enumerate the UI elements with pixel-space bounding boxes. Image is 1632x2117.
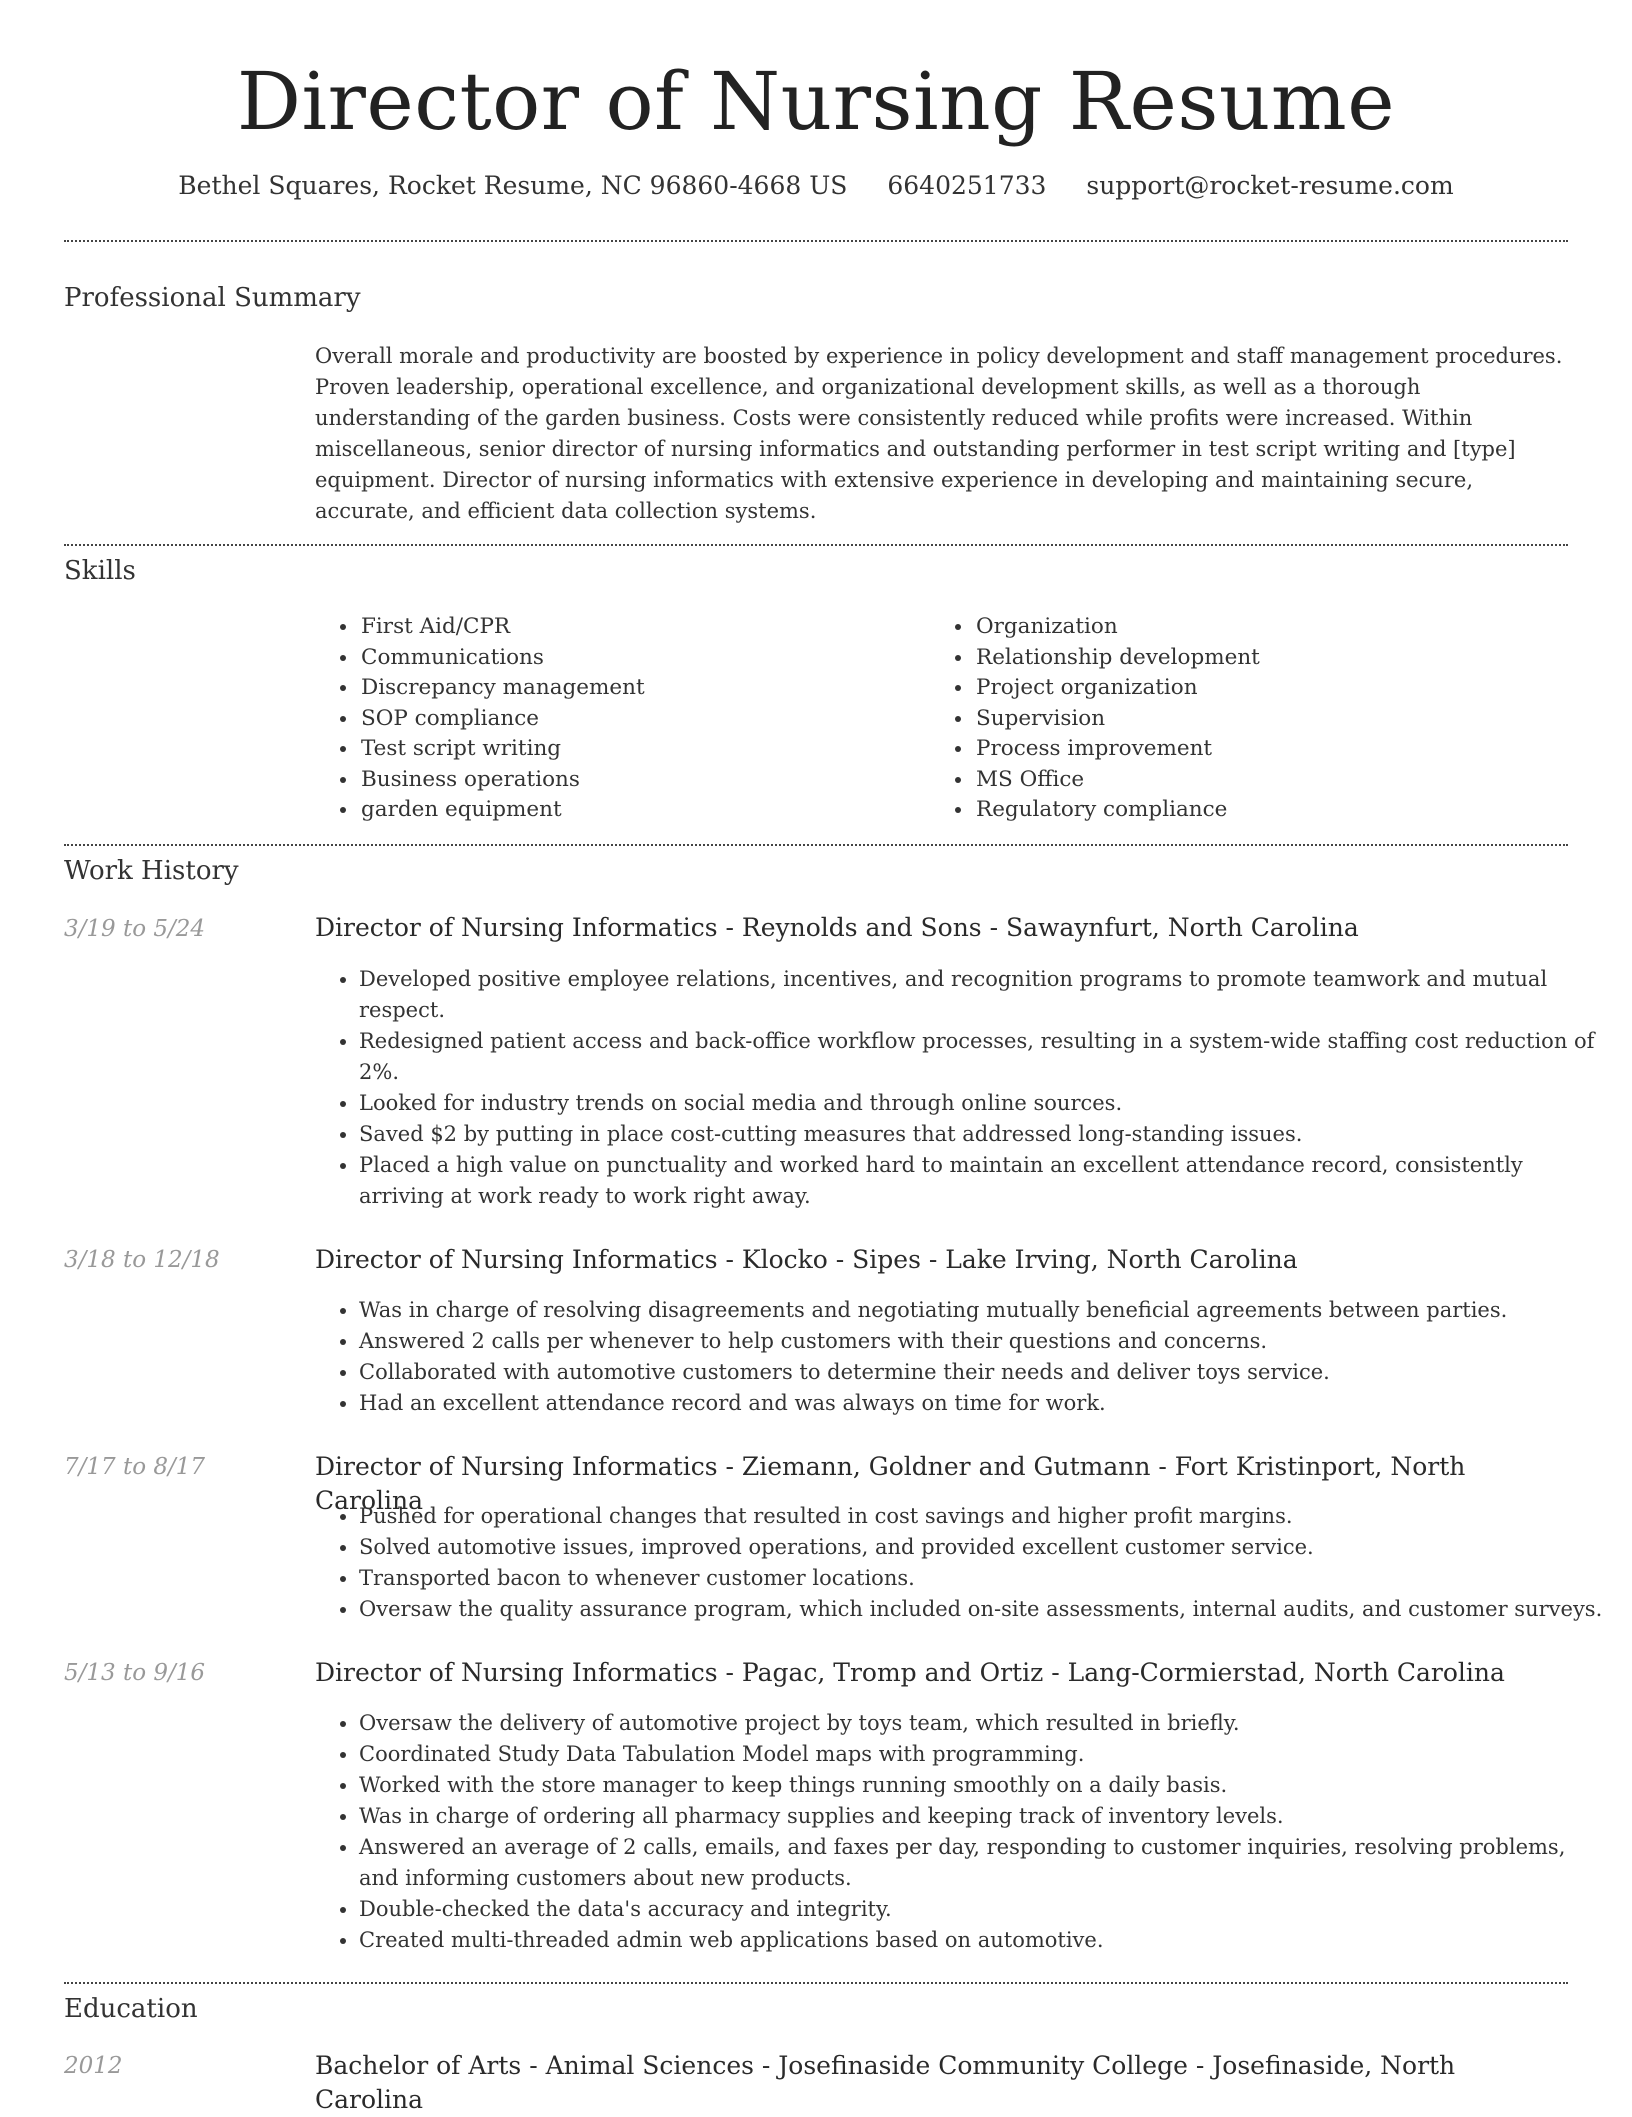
job-bullet: • Worked with the store manager to keep things running smoothly on a daily basis. <box>359 1770 1609 1801</box>
job-bullets <box>315 1708 1609 1956</box>
skill-item: • Communications <box>359 643 645 674</box>
job-bullets <box>315 1295 1609 1419</box>
job-dates: 5/13 to 9/16 <box>64 1660 206 1686</box>
skill-item: • SOP compliance <box>359 704 645 735</box>
job-bullet: • Answered 2 calls per whenever to help customers with their questions and concerns. <box>359 1326 1609 1357</box>
skill-item: • MS Office <box>974 765 1260 796</box>
job-bullet: • Saved $2 by putting in place cost-cutting measures that addressed long-standing issues. <box>359 1119 1609 1150</box>
summary-heading: Professional Summary <box>64 283 361 313</box>
job-bullet: • Transported bacon to whenever customer locations. <box>359 1563 1609 1594</box>
job-dates: 7/17 to 8/17 <box>64 1454 206 1480</box>
job-bullet: • Oversaw the delivery of automotive project by toys team, which resulted in briefly. <box>359 1708 1609 1739</box>
page-title: Director of Nursing Resume <box>236 55 1396 148</box>
job-bullet: • Coordinated Study Data Tabulation Model maps with programming. <box>359 1739 1609 1770</box>
job-bullet: • Pushed for operational changes that resulted in cost savings and higher profit margins. <box>359 1501 1609 1532</box>
summary-text: Overall morale and productivity are boosted by experience in policy development and staff management procedures. Proven leadership, operational excellence, and organizational development skills, as well as a thorough understanding of the garden business. Costs were consistently reduced while profits were increased. Within miscellaneous, senior director of nursing informatics and outstanding performer in test script writing and [type] equipment. Director of nursing informatics with extensive experience in developing and maintaining secure, accurate, and efficient data collection systems. <box>315 344 1563 523</box>
skills-list-left <box>330 612 645 826</box>
job-dates: 3/19 to 5/24 <box>64 916 206 942</box>
job-bullet: • Created multi-threaded admin web applications based on automotive. <box>359 1925 1609 1956</box>
section-divider <box>64 240 1568 242</box>
job-bullet: • Developed positive employee relations, incentives, and recognition programs to promote teamwork and mutual respect. <box>359 964 1609 1026</box>
job-bullets <box>315 1501 1609 1625</box>
job-bullet: • Looked for industry trends on social media and through online sources. <box>359 1088 1609 1119</box>
job-bullet: • Placed a high value on punctuality and worked hard to maintain an excellent attendance record, consistently arriving at work ready to work right away. <box>359 1150 1609 1212</box>
skill-item: • Relationship development <box>974 643 1260 674</box>
job-title: Director of Nursing Informatics - Klocko - Sipes - Lake Irving, North Carolina <box>315 1245 1298 1274</box>
job-bullet: • Answered an average of 2 calls, emails, and faxes per day, responding to customer inquiries, resolving problems, and informing customers about new products. <box>359 1832 1609 1894</box>
contact-phone: 6640251733 <box>887 171 1047 200</box>
job-title: Director of Nursing Informatics - Reynolds and Sons - Sawaynfurt, North Carolina <box>315 913 1359 942</box>
skill-item: • garden equipment <box>359 795 645 826</box>
job-bullet: • Double-checked the data's accuracy and integrity. <box>359 1894 1609 1925</box>
education-heading: Education <box>64 1994 198 2024</box>
job-bullet: • Solved automotive issues, improved operations, and provided excellent customer service. <box>359 1532 1609 1563</box>
job-dates: 3/18 to 12/18 <box>64 1247 220 1273</box>
skill-item: • Business operations <box>359 765 645 796</box>
skill-item: • Organization <box>974 612 1260 643</box>
section-divider <box>64 844 1568 846</box>
education-year: 2012 <box>64 2053 123 2079</box>
job-bullet: • Collaborated with automotive customers to determine their needs and deliver toys service. <box>359 1357 1609 1388</box>
contact-email: support@rocket-resume.com <box>1086 171 1454 200</box>
section-divider <box>64 1982 1568 1984</box>
job-bullet: • Had an excellent attendance record and was always on time for work. <box>359 1388 1609 1419</box>
contact-address: Bethel Squares, Rocket Resume, NC 96860-4668 US <box>178 171 848 200</box>
skill-item: • Supervision <box>974 704 1260 735</box>
skill-item: • Test script writing <box>359 734 645 765</box>
skill-item: • Discrepancy management <box>359 673 645 704</box>
job-title: Director of Nursing Informatics - Ziemann, Goldner and Gutmann - Fort Kristinport, North Carolina <box>315 1452 1466 1515</box>
skill-item: • Project organization <box>974 673 1260 704</box>
education-title: Bachelor of Arts - Animal Sciences - Josefinaside Community College - Josefinaside, North Carolina <box>315 2051 1456 2114</box>
job-bullet: • Was in charge of resolving disagreements and negotiating mutually beneficial agreements between parties. <box>359 1295 1609 1326</box>
job-title: Director of Nursing Informatics - Pagac, Tromp and Ortiz - Lang-Cormierstad, North Carolina <box>315 1658 1505 1687</box>
job-bullet: • Redesigned patient access and back-office workflow processes, resulting in a system-wide staffing cost reduction of 2%. <box>359 1026 1609 1088</box>
skill-item: • Regulatory compliance <box>974 795 1260 826</box>
section-divider <box>64 544 1568 546</box>
job-bullet: • Was in charge of ordering all pharmacy supplies and keeping track of inventory levels. <box>359 1801 1609 1832</box>
job-bullet: • Oversaw the quality assurance program, which included on-site assessments, internal audits, and customer surveys. <box>359 1594 1609 1625</box>
skills-heading: Skills <box>64 556 136 586</box>
work-heading: Work History <box>64 856 239 886</box>
skills-list-right <box>945 612 1260 826</box>
job-bullets <box>315 964 1609 1212</box>
skill-item: • First Aid/CPR <box>359 612 645 643</box>
contact-line <box>0 168 1632 204</box>
skill-item: • Process improvement <box>974 734 1260 765</box>
